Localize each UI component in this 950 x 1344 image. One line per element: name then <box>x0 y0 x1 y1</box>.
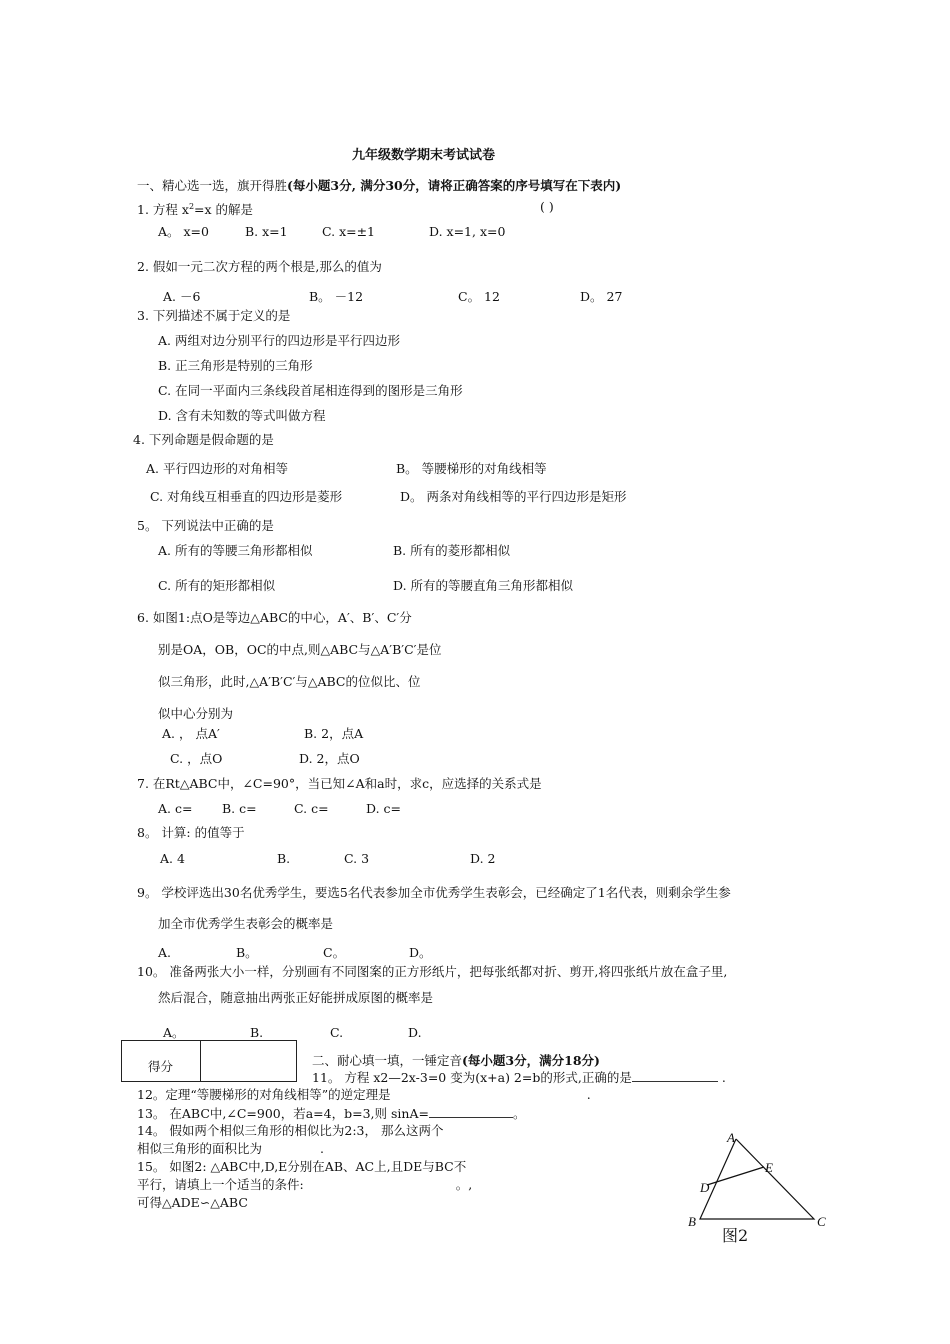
q12-text: 12。定理“等腰梯形的对角线相等”的逆定理是 <box>137 1087 391 1102</box>
question-12 <box>137 1087 591 1103</box>
section1-title: 一、精心选一选，旗开得胜 <box>137 178 288 193</box>
q1-option-a: A。 x=0 <box>158 224 209 239</box>
question-4-stem: 4. 下列命题是假命题的是 <box>133 432 274 447</box>
q11-end: . <box>721 1070 726 1085</box>
section2-note: (每小题3分，满分18分) <box>462 1053 600 1068</box>
question-15-line-1: 15。 如图2: △ABC中,D,E分别在AB、AC上,且DE与BC不 <box>137 1159 467 1174</box>
question-6-line-2: 别是OA，OB，OC的中点,则△ABC与△A′B′C′是位 <box>158 642 442 657</box>
q3-option-d: D. 含有未知数的等式叫做方程 <box>158 408 326 423</box>
question-15-line-3: 可得△ADE∽△ABC <box>137 1195 248 1210</box>
question-6-line-3: 似三角形，此时,△A′B′C′与△ABC的位似比、位 <box>158 674 421 689</box>
label-d: D <box>700 1180 710 1195</box>
q14-text: 相似三角形的面积比为 <box>137 1141 263 1156</box>
q5-option-c: C. 所有的矩形都相似 <box>158 578 276 593</box>
q3-option-b: B. 正三角形是特别的三角形 <box>158 358 313 373</box>
q7-option-b: B. c= <box>222 801 257 816</box>
q2-option-c: C。 12 <box>458 289 500 304</box>
q2-option-a: A. －6 <box>163 289 201 304</box>
q5-option-a: A. 所有的等腰三角形都相似 <box>158 543 313 558</box>
q7-option-a: A. c= <box>158 801 193 816</box>
question-14-line-2 <box>137 1141 324 1157</box>
q1-stem-part-b: =x 的解是 <box>194 202 254 218</box>
label-e: E <box>765 1160 773 1175</box>
question-1-stem <box>137 199 253 218</box>
score-box <box>121 1040 297 1082</box>
question-6-line-4: 似中心分别为 <box>158 706 234 721</box>
q4-option-a: A. 平行四边形的对角相等 <box>146 461 288 476</box>
q6-option-a: A. ， 点A′ <box>162 726 220 741</box>
q9-option-b: B。 <box>236 945 258 960</box>
q13-text: 13。 在ABC中,∠C=900，若a=4，b=3,则 sinA= <box>137 1106 429 1121</box>
q4-option-b: B。 等腰梯形的对角线相等 <box>396 461 547 476</box>
section2-heading <box>312 1053 600 1069</box>
question-3-stem: 3. 下列描述不属于定义的是 <box>137 308 291 323</box>
q1-option-d: D. x=1, x=0 <box>429 224 506 239</box>
q10-option-d: D. <box>408 1025 422 1040</box>
question-11 <box>312 1069 726 1086</box>
q3-option-c: C. 在同一平面内三条线段首尾相连得到的图形是三角形 <box>158 383 463 398</box>
q5-option-b: B. 所有的菱形都相似 <box>393 543 511 558</box>
question-10-line-1: 10。 准备两张大小一样，分别画有不同图案的正方形纸片，把每张纸都对折、剪开,将四张纸片放在盒子里, <box>137 964 728 979</box>
q8-option-b: B. <box>277 851 291 866</box>
q2-option-b: B。 －12 <box>309 289 364 304</box>
q10-option-a: A。 <box>163 1025 185 1040</box>
q10-option-b: B. <box>250 1025 264 1040</box>
label-c: C <box>817 1214 826 1229</box>
question-9-line-2: 加全市优秀学生表彰会的概率是 <box>158 916 334 931</box>
q6-option-c: C. ，点O <box>170 751 223 766</box>
q8-option-c: C. 3 <box>344 851 370 866</box>
score-label: 得分 <box>148 1059 174 1074</box>
question-14-line-1: 14。 假如两个相似三角形的相似比为2:3， 那么这两个 <box>137 1123 444 1138</box>
q4-option-c: C. 对角线互相垂直的四边形是菱形 <box>150 489 343 504</box>
triangle-abc <box>700 1139 814 1219</box>
q5-option-d: D. 所有的等腰直角三角形都相似 <box>393 578 574 593</box>
question-9-line-1: 9。 学校评选出30名优秀学生，要选5名代表参加全市优秀学生表彰会，已经确定了1名代表，则剩余学生参 <box>137 885 731 900</box>
q14-end: . <box>320 1141 324 1156</box>
question-15-line-2 <box>137 1177 472 1193</box>
question-6-line-1: 6. 如图1:点O是等边△ABC的中心，A′、B′、C′分 <box>137 610 412 625</box>
q1-stem-part-a: 1. 方程 x <box>137 202 189 218</box>
answer-paren: ( ) <box>540 199 554 214</box>
section1-heading <box>137 178 621 194</box>
score-input-cell[interactable] <box>202 1042 294 1080</box>
q1-option-c: C. x=±1 <box>322 224 376 239</box>
question-5-stem: 5。 下列说法中正确的是 <box>137 518 274 533</box>
q15-text: 平行，请填上一个适当的条件: <box>137 1177 304 1192</box>
q13-answer-blank[interactable] <box>429 1105 513 1118</box>
label-b: B <box>688 1214 696 1229</box>
question-8-stem: 8。 计算: 的值等于 <box>137 825 245 840</box>
q15-end: 。, <box>455 1177 473 1192</box>
question-13 <box>137 1105 525 1122</box>
q9-option-a: A. <box>158 945 172 960</box>
q7-option-c: C. c= <box>294 801 329 816</box>
q12-end: . <box>586 1087 591 1102</box>
q6-option-d: D. 2，点O <box>299 751 360 766</box>
q1-option-b: B. x=1 <box>245 224 288 239</box>
q8-option-a: A. 4 <box>160 851 185 866</box>
q11-answer-blank[interactable] <box>632 1069 718 1082</box>
page-title: 九年级数学期末考试试卷 <box>352 148 496 163</box>
q9-option-c: C。 <box>323 945 346 960</box>
score-box-divider <box>200 1041 201 1081</box>
q11-text: 11。 方程 x2—2x-3=0 变为(x+a) 2=b的形式,正确的是 <box>312 1070 632 1085</box>
q9-option-d: D。 <box>409 945 432 960</box>
q7-option-d: D. c= <box>366 801 401 816</box>
q3-option-a: A. 两组对边分别平行的四边形是平行四边形 <box>158 333 400 348</box>
q4-option-d: D。 两条对角线相等的平行四边形是矩形 <box>400 489 627 504</box>
q1-superscript: 2 <box>188 202 195 211</box>
section1-note: (每小题3分, 满分30分，请将正确答案的序号填写在下表内) <box>287 178 622 193</box>
question-7-stem: 7. 在Rt△ABC中，∠C=90°，当已知∠A和a时，求c，应选择的关系式是 <box>137 776 542 791</box>
q2-option-d: D。 27 <box>580 289 623 304</box>
figure-2-caption: 图2 <box>722 1226 749 1245</box>
label-a: A <box>727 1130 735 1145</box>
section2-title: 二、耐心填一填，一锤定音 <box>312 1053 463 1068</box>
q6-option-b: B. 2，点A <box>304 726 364 741</box>
q10-option-c: C. <box>330 1025 344 1040</box>
q13-end: 。 <box>512 1106 526 1121</box>
q8-option-d: D. 2 <box>470 851 496 866</box>
question-2-stem: 2. 假如一元二次方程的两个根是,那么的值为 <box>137 259 382 274</box>
question-10-line-2: 然后混合，随意抽出两张正好能拼成原图的概率是 <box>158 990 434 1005</box>
segment-de <box>707 1167 764 1185</box>
